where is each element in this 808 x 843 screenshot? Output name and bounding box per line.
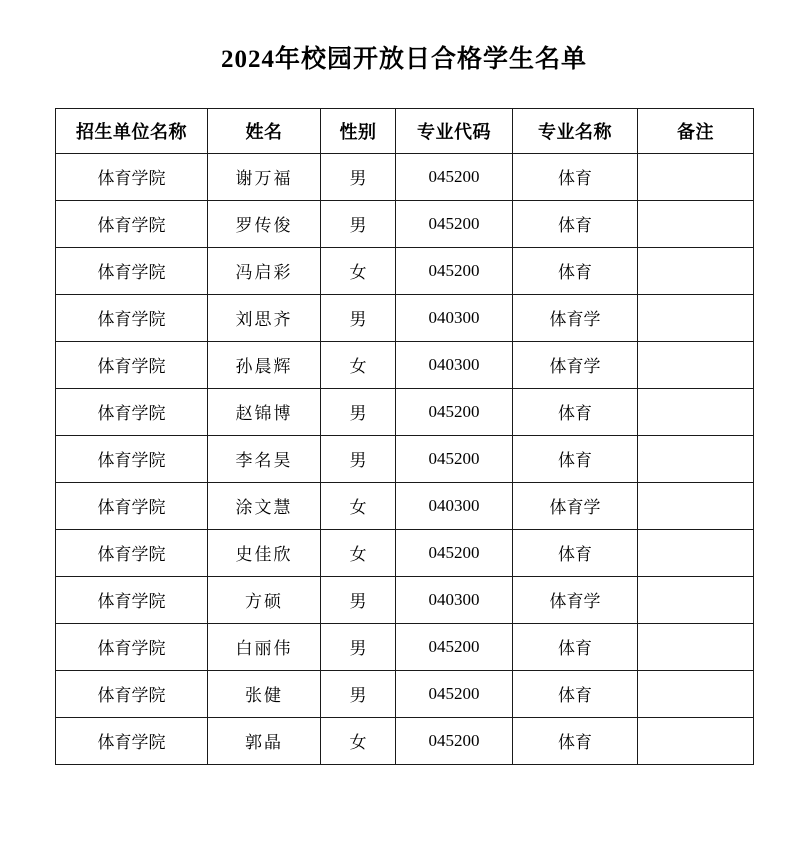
cell-remark [638,623,754,670]
cell-unit: 体育学院 [56,341,208,388]
table-row [56,435,754,482]
page-title: 2024年校园开放日合格学生名单 [220,46,587,73]
cell-unit: 体育学院 [56,717,208,764]
cell-unit: 体育学院 [56,388,208,435]
table-row [56,576,754,623]
cell-major: 体育学 [513,294,638,341]
cell-gender: 男 [321,294,396,341]
cell-name: 涂文慧 [208,482,321,529]
cell-code: 045200 [396,388,513,435]
table-row [56,623,754,670]
cell-code: 045200 [396,623,513,670]
cell-name: 刘思齐 [208,294,321,341]
cell-code: 045200 [396,247,513,294]
table-row [56,200,754,247]
table-row [56,717,754,764]
cell-remark [638,341,754,388]
column-header-remark: 备注 [638,108,754,153]
table-row [56,294,754,341]
cell-gender: 男 [321,153,396,200]
table-row [56,670,754,717]
table-row [56,341,754,388]
cell-remark [638,294,754,341]
cell-gender: 男 [321,200,396,247]
cell-code: 040300 [396,482,513,529]
cell-major: 体育 [513,623,638,670]
cell-code: 040300 [396,576,513,623]
cell-code: 045200 [396,717,513,764]
column-header-name: 姓名 [208,108,321,153]
cell-name: 罗传俊 [208,200,321,247]
cell-gender: 女 [321,482,396,529]
column-header-unit: 招生单位名称 [56,108,208,153]
document-page [0,44,808,843]
cell-name: 方硕 [208,576,321,623]
cell-remark [638,717,754,764]
cell-gender: 男 [321,435,396,482]
cell-code: 045200 [396,153,513,200]
cell-remark [638,388,754,435]
cell-major: 体育 [513,388,638,435]
cell-gender: 女 [321,529,396,576]
cell-major: 体育学 [513,576,638,623]
cell-name: 冯启彩 [208,247,321,294]
table-row [56,247,754,294]
cell-unit: 体育学院 [56,529,208,576]
cell-major: 体育 [513,435,638,482]
roster-table-container [0,108,808,765]
cell-remark [638,670,754,717]
table-header-row [56,108,754,153]
cell-unit: 体育学院 [56,247,208,294]
table-row [56,388,754,435]
table-row [56,153,754,200]
cell-major: 体育学 [513,482,638,529]
cell-remark [638,247,754,294]
cell-major: 体育 [513,153,638,200]
cell-major: 体育 [513,247,638,294]
cell-remark [638,153,754,200]
cell-name: 谢万福 [208,153,321,200]
cell-gender: 男 [321,670,396,717]
cell-code: 045200 [396,670,513,717]
cell-code: 045200 [396,200,513,247]
cell-remark [638,482,754,529]
cell-gender: 女 [321,717,396,764]
table-header [56,108,754,153]
cell-name: 白丽伟 [208,623,321,670]
cell-unit: 体育学院 [56,435,208,482]
cell-code: 040300 [396,294,513,341]
column-header-major: 专业名称 [513,108,638,153]
cell-major: 体育 [513,670,638,717]
cell-code: 045200 [396,435,513,482]
cell-gender: 男 [321,576,396,623]
cell-name: 孙晨辉 [208,341,321,388]
column-header-code: 专业代码 [396,108,513,153]
cell-major: 体育 [513,717,638,764]
cell-remark [638,529,754,576]
cell-gender: 女 [321,341,396,388]
table-row [56,529,754,576]
cell-unit: 体育学院 [56,482,208,529]
cell-unit: 体育学院 [56,670,208,717]
table-body [56,153,754,764]
cell-gender: 男 [321,623,396,670]
cell-remark [638,576,754,623]
cell-unit: 体育学院 [56,153,208,200]
cell-name: 郭晶 [208,717,321,764]
cell-remark [638,435,754,482]
cell-unit: 体育学院 [56,200,208,247]
cell-major: 体育 [513,529,638,576]
table-row [56,482,754,529]
cell-major: 体育 [513,200,638,247]
cell-gender: 女 [321,247,396,294]
cell-name: 李名昊 [208,435,321,482]
cell-unit: 体育学院 [56,623,208,670]
cell-remark [638,200,754,247]
cell-name: 赵锦博 [208,388,321,435]
cell-name: 张健 [208,670,321,717]
roster-table [55,108,754,765]
cell-gender: 男 [321,388,396,435]
cell-name: 史佳欣 [208,529,321,576]
cell-unit: 体育学院 [56,576,208,623]
cell-code: 040300 [396,341,513,388]
cell-major: 体育学 [513,341,638,388]
column-header-gender: 性别 [321,108,396,153]
cell-code: 045200 [396,529,513,576]
cell-unit: 体育学院 [56,294,208,341]
